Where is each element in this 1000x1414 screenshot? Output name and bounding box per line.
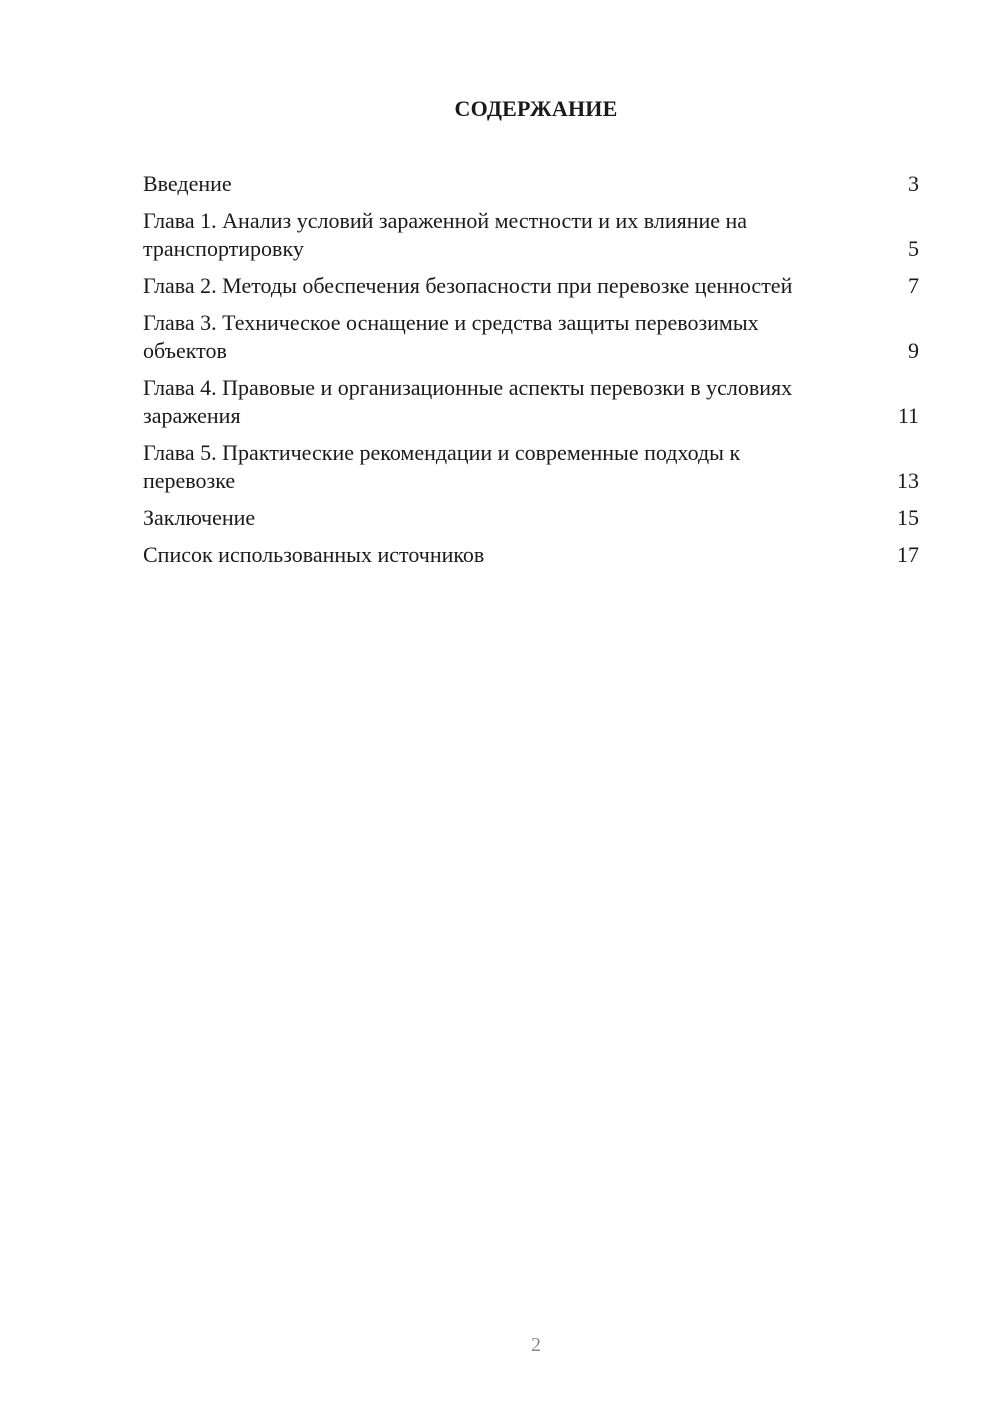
toc-entry[interactable] xyxy=(143,272,919,300)
toc-entry-title: Список использованных источников xyxy=(143,542,485,567)
toc-entry-page: 7 xyxy=(908,273,919,298)
page-title: СОДЕРЖАНИЕ xyxy=(454,96,618,121)
page-number: 2 xyxy=(531,1334,541,1356)
toc-entry-page: 9 xyxy=(908,338,919,363)
toc-entry[interactable] xyxy=(143,504,919,532)
toc-entry-title: Заключение xyxy=(143,505,256,530)
toc-entry[interactable] xyxy=(143,439,919,495)
toc-entry-title: Глава 5. Практические рекомендации и современные подходы к перевозке xyxy=(143,440,741,493)
toc-entry-page: 15 xyxy=(897,505,919,530)
toc-entry-title: Глава 4. Правовые и организационные аспекты перевозки в условиях заражения xyxy=(143,375,793,428)
table-of-contents xyxy=(143,170,919,578)
toc-entry-title: Глава 2. Методы обеспечения безопасности при перевозке ценностей xyxy=(143,273,793,298)
toc-entry-page: 17 xyxy=(897,542,919,567)
toc-entry-title: Введение xyxy=(143,171,232,196)
toc-entry-page: 3 xyxy=(908,171,919,196)
toc-entry-page: 11 xyxy=(897,403,919,428)
toc-entry[interactable] xyxy=(143,207,919,263)
toc-entry-page: 13 xyxy=(897,468,919,493)
toc-entry-title: Глава 3. Техническое оснащение и средства защиты перевозимых объектов xyxy=(143,310,759,363)
toc-entry-title: Глава 1. Анализ условий зараженной местности и их влияние на транспортировку xyxy=(143,208,748,261)
toc-entry[interactable] xyxy=(143,541,919,569)
toc-entry[interactable] xyxy=(143,309,919,365)
toc-entry-page: 5 xyxy=(908,236,919,261)
toc-entry[interactable] xyxy=(143,170,919,198)
toc-entry[interactable] xyxy=(143,374,919,430)
